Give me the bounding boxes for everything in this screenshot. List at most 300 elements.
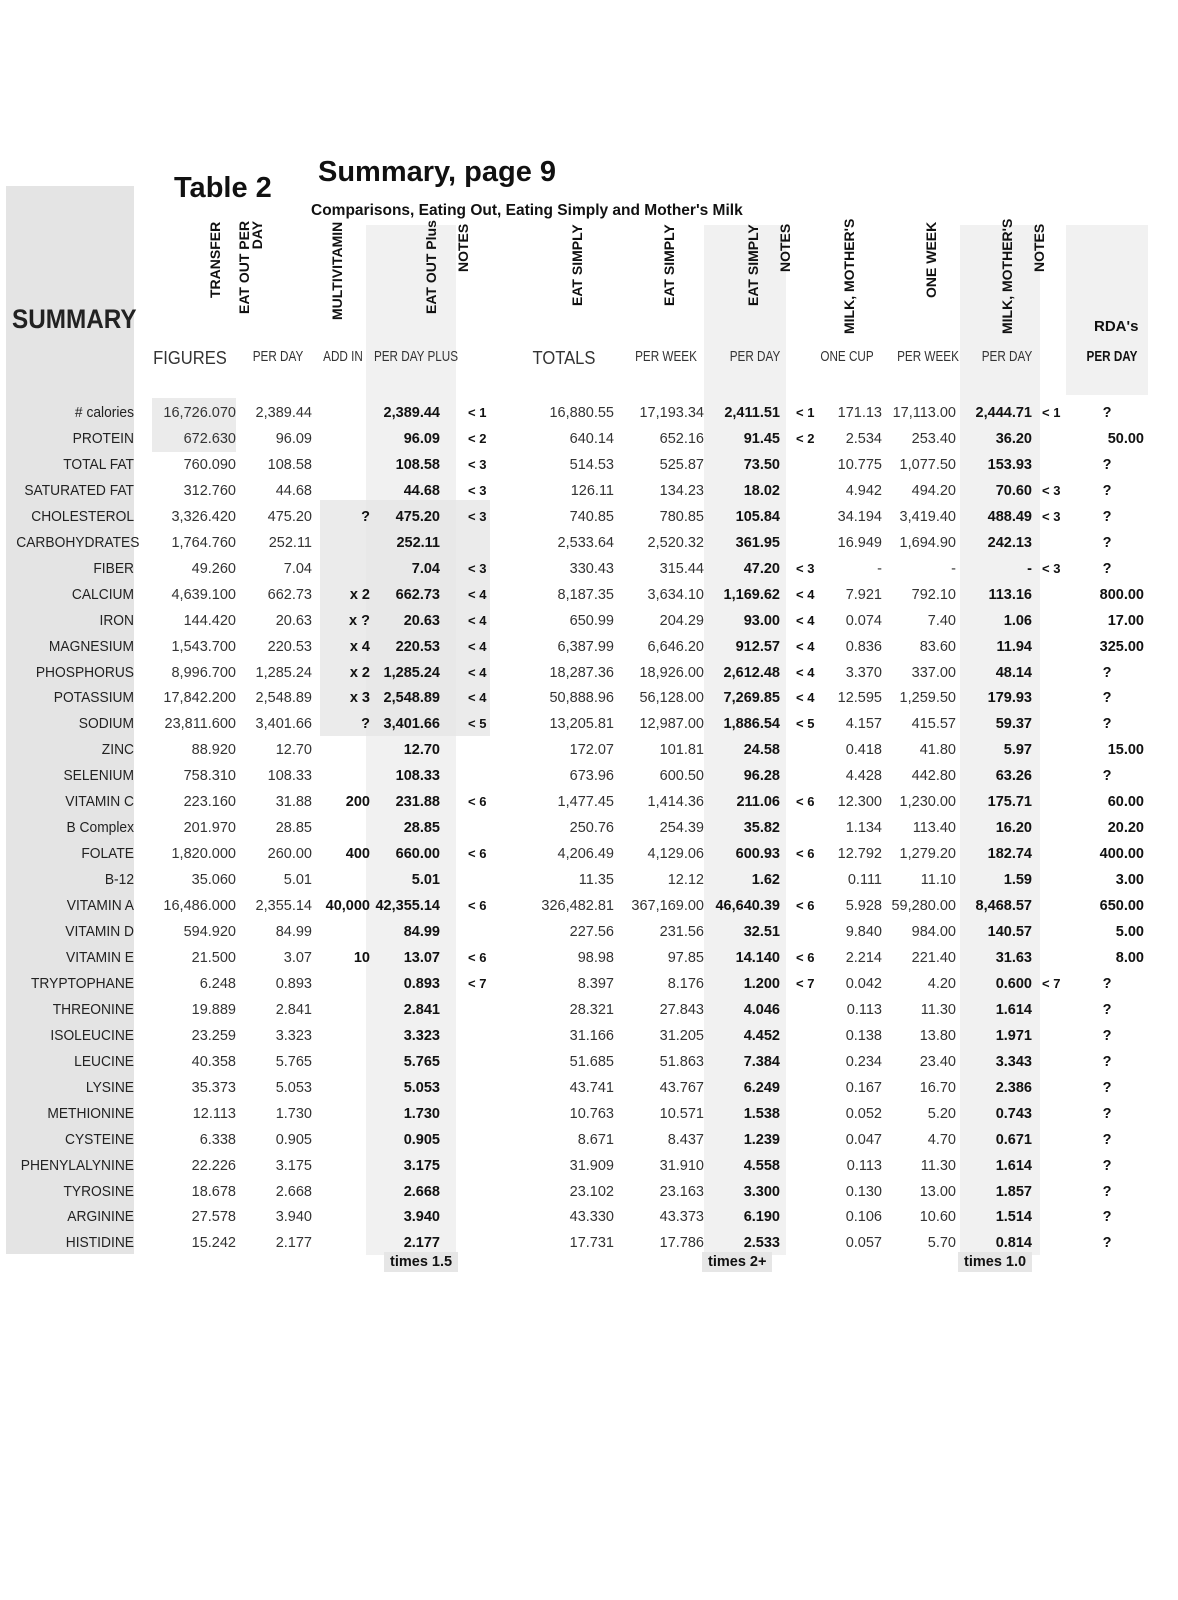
cell-add-in [318, 737, 370, 763]
cell-milk-day: 1.614 [995, 1157, 1032, 1174]
cell-simply-day: 1.538 [743, 1105, 780, 1122]
cell-totals: 43.741 [569, 1079, 614, 1096]
cell-eat-out-day: 2.177 [275, 1235, 312, 1252]
cell-note1 [468, 1230, 498, 1256]
cell-note1: < 4 [468, 638, 487, 654]
cell-note3 [1042, 634, 1072, 660]
cell-totals: 8,187.35 [557, 586, 614, 603]
cell-one-cup: 0.418 [845, 742, 882, 759]
cell-rda: 5.00 [1115, 924, 1144, 940]
cell-one-cup: 4.428 [845, 768, 882, 785]
cell-add-in [318, 997, 370, 1023]
cell-add-in [318, 815, 370, 841]
cell-transfer: 15.242 [191, 1235, 236, 1252]
cell-eat-out-day: 108.58 [267, 456, 312, 473]
cell-label: B-12 [104, 871, 134, 889]
cell-milk-day: 242.13 [987, 534, 1032, 551]
cell-one-cup: 1.134 [845, 820, 882, 837]
cell-note1: < 7 [468, 975, 487, 991]
cell-eat-out-day: 31.88 [275, 794, 312, 811]
cell-label: TOTAL FAT [63, 455, 134, 473]
cell-note3 [1042, 1230, 1072, 1256]
cell-totals: 172.07 [569, 742, 614, 759]
cell-note1 [468, 997, 498, 1023]
cell-note3 [1042, 763, 1072, 789]
cell-milk-week: 5.20 [927, 1105, 956, 1122]
cell-eat-out-day: 2,389.44 [255, 405, 312, 421]
table-row [0, 1127, 1178, 1153]
cell-one-cup: 5.928 [845, 898, 882, 915]
cell-note3 [1042, 919, 1072, 945]
cell-milk-day: 11.94 [996, 638, 1032, 655]
cell-per-day-plus: 96.09 [403, 430, 440, 447]
cell-transfer: 27.578 [191, 1209, 236, 1226]
cell-per-week: 43.373 [659, 1209, 704, 1226]
cell-one-cup: 0.167 [845, 1079, 882, 1096]
cell-per-week: 27.843 [659, 1001, 704, 1018]
cell-milk-week: 1,077.50 [899, 456, 956, 473]
cell-milk-day: 0.743 [995, 1105, 1032, 1122]
cell-label: METHIONINE [47, 1104, 134, 1122]
cell-per-day-plus: 3,401.66 [383, 716, 440, 733]
cell-label: PHOSPHORUS [35, 663, 134, 681]
cell-one-cup: 10.775 [837, 456, 882, 473]
table-row [0, 893, 1178, 919]
cell-note3 [1042, 1127, 1072, 1153]
subhead-rda-per-day: PER DAY [1086, 348, 1138, 365]
cell-milk-week: 442.80 [911, 768, 956, 785]
cell-note1: < 3 [468, 456, 487, 472]
cell-note3 [1042, 789, 1072, 815]
cell-label: FIBER [93, 559, 134, 577]
cell-add-in: ? [361, 508, 370, 525]
cell-milk-week: 3,419.40 [899, 508, 956, 525]
cell-per-week: 8.176 [667, 975, 704, 992]
table-row [0, 997, 1178, 1023]
cell-simply-day: 1.62 [751, 872, 780, 889]
cell-note1 [468, 1127, 498, 1153]
cell-per-week: 43.767 [659, 1079, 704, 1096]
cell-rda: 50.00 [1107, 430, 1144, 447]
cell-per-week: 652.16 [659, 430, 704, 447]
cell-note3 [1042, 1101, 1072, 1127]
cell-note3 [1042, 841, 1072, 867]
cell-totals: 31.909 [569, 1157, 614, 1174]
table-row [0, 1023, 1178, 1049]
cell-transfer: 22.226 [191, 1157, 236, 1174]
cell-transfer: 672.630 [183, 430, 236, 447]
cell-rda: ? [1102, 1183, 1112, 1200]
cell-add-in [318, 1127, 370, 1153]
cell-transfer: 1,543.700 [171, 638, 236, 655]
cell-transfer: 35.373 [191, 1079, 236, 1096]
cell-transfer: 16,726.070 [163, 405, 236, 421]
cell-eat-out-day: 2,355.14 [255, 898, 312, 915]
cell-eat-out-day: 3.940 [275, 1209, 312, 1226]
cell-eat-out-day: 662.73 [267, 586, 312, 603]
cell-label: CARBOHYDRATES [16, 533, 140, 551]
cell-simply-day: 6.249 [743, 1079, 780, 1096]
cell-add-in [318, 1230, 370, 1256]
cell-rda: ? [1102, 1053, 1112, 1070]
cell-totals: 126.11 [570, 482, 614, 499]
cell-milk-day: 488.49 [987, 508, 1032, 525]
cell-totals: 8.397 [577, 975, 614, 992]
subhead-one-cup: ONE CUP [820, 348, 874, 365]
cell-per-day-plus: 220.53 [395, 638, 440, 655]
cell-eat-out-day: 12.70 [275, 742, 312, 759]
cell-simply-day: 96.28 [743, 768, 780, 785]
cell-label: VITAMIN E [66, 948, 134, 966]
cell-note2: < 6 [796, 949, 815, 965]
cell-per-week: 231.56 [659, 924, 704, 940]
cell-eat-out-day: 0.893 [275, 975, 312, 992]
cell-milk-week: 253.40 [911, 430, 956, 447]
cell-rda: ? [1102, 975, 1112, 992]
cell-per-week: 4,129.06 [647, 846, 704, 863]
cell-per-day-plus: 2.668 [403, 1183, 440, 1200]
subhead-milk-per-day: PER DAY [981, 348, 1033, 365]
cell-transfer: 4,639.100 [171, 586, 236, 603]
cell-eat-out-day: 260.00 [267, 846, 312, 863]
cell-note3: < 3 [1042, 560, 1061, 576]
cell-label: LYSINE [85, 1078, 134, 1096]
factor-eat-out: times 1.5 [384, 1252, 458, 1272]
cell-one-cup: 2.534 [845, 430, 882, 447]
cell-rda: ? [1102, 560, 1112, 577]
cell-add-in: x 2 [349, 664, 370, 681]
cell-rda: ? [1102, 1157, 1112, 1174]
cell-eat-out-day: 220.53 [267, 638, 312, 655]
cell-milk-week: 1,259.50 [899, 690, 956, 707]
cell-milk-week: 494.20 [911, 482, 956, 499]
cell-totals: 4,206.49 [557, 846, 614, 863]
cell-totals: 28.321 [569, 1001, 614, 1018]
cell-simply-day: 35.82 [743, 820, 780, 837]
cell-rda: ? [1102, 508, 1112, 525]
page-subtitle: Comparisons, Eating Out, Eating Simply and Mother's Milk [311, 202, 743, 219]
cell-per-day-plus: 42,355.14 [375, 898, 440, 915]
cell-totals: 23.102 [569, 1183, 614, 1200]
cell-rda: 3.00 [1115, 872, 1144, 889]
table-row [0, 815, 1178, 841]
cell-label: SELENIUM [63, 767, 135, 785]
cell-add-in [318, 971, 370, 997]
cell-per-week: 204.29 [659, 612, 704, 629]
table-row [0, 945, 1178, 971]
cell-milk-week: 23.40 [919, 1053, 956, 1070]
cell-simply-day: 361.95 [735, 534, 780, 551]
cell-milk-week: 113.40 [912, 820, 956, 837]
cell-label: SATURATED FAT [24, 481, 135, 499]
cell-simply-day: 73.50 [743, 456, 780, 473]
cell-per-week: 525.87 [659, 456, 704, 473]
cell-milk-day: 5.97 [1003, 742, 1032, 759]
cell-per-week: 17,193.34 [639, 405, 704, 421]
cell-note2: < 5 [796, 716, 815, 732]
cell-per-week: 600.50 [659, 768, 704, 785]
cell-simply-day: 912.57 [735, 638, 780, 655]
table-row [0, 841, 1178, 867]
cell-totals: 740.85 [569, 508, 614, 525]
cell-milk-week: 11.30 [920, 1157, 956, 1174]
cell-note3 [1042, 1153, 1072, 1179]
cell-note2: < 6 [796, 846, 815, 862]
col-head-text: ONE WEEK [923, 221, 939, 298]
cell-note2: < 4 [796, 612, 815, 628]
table-row [0, 582, 1178, 608]
cell-eat-out-day: 20.63 [275, 612, 312, 629]
cell-transfer: 1,764.760 [171, 534, 236, 551]
cell-note3 [1042, 1204, 1072, 1230]
cell-milk-day: 36.20 [995, 430, 1032, 447]
cell-milk-day: 0.671 [995, 1131, 1032, 1148]
cell-label: B Complex [66, 819, 134, 837]
cell-per-day-plus: 13.07 [403, 949, 440, 966]
cell-add-in [318, 426, 370, 452]
cell-simply-day: 1,169.62 [723, 586, 780, 603]
cell-per-day-plus: 3.175 [403, 1157, 440, 1174]
cell-totals: 50,888.96 [549, 690, 614, 707]
col-head-text: TRANSFER [207, 221, 223, 298]
cell-transfer: 23.259 [191, 1027, 236, 1044]
cell-milk-day: 2,444.71 [975, 405, 1032, 421]
cell-transfer: 88.920 [191, 742, 236, 759]
cell-per-day-plus: 5.053 [403, 1079, 440, 1096]
cell-totals: 13,205.81 [549, 716, 614, 733]
cell-one-cup: 9.840 [845, 924, 882, 940]
cell-note1 [468, 1023, 498, 1049]
cell-milk-day: 0.600 [995, 975, 1032, 992]
cell-label: ISOLEUCINE [50, 1026, 134, 1044]
cell-per-day-plus: 475.20 [395, 508, 440, 525]
cell-note1: < 3 [468, 482, 487, 498]
cell-milk-day: 48.14 [995, 664, 1032, 681]
cell-per-day-plus: 5.765 [403, 1053, 440, 1070]
cell-one-cup: 0.130 [845, 1183, 882, 1200]
cell-totals: 2,533.64 [557, 534, 614, 551]
cell-add-in: ? [361, 716, 370, 733]
cell-totals: 10.763 [569, 1105, 614, 1122]
table-row [0, 530, 1178, 556]
cell-eat-out-day: 2,548.89 [255, 690, 312, 707]
col-head-text: EAT OUT PER DAY [236, 220, 265, 314]
cell-per-week: 31.205 [659, 1027, 704, 1044]
cell-per-day-plus: 231.88 [395, 794, 440, 811]
cell-note3 [1042, 815, 1072, 841]
cell-one-cup: 0.042 [845, 975, 882, 992]
cell-per-week: 780.85 [659, 508, 704, 525]
cell-label: HISTIDINE [65, 1234, 134, 1252]
cell-note1: < 4 [468, 612, 487, 628]
factor-eat-simply: times 2+ [702, 1252, 772, 1272]
cell-note2: < 6 [796, 794, 815, 810]
cell-note2: < 3 [796, 560, 815, 576]
cell-one-cup: 0.057 [845, 1235, 882, 1252]
cell-per-day-plus: 84.99 [403, 924, 440, 940]
cell-rda: 800.00 [1099, 586, 1144, 603]
cell-rda: 17.00 [1107, 612, 1144, 629]
cell-one-cup: 7.921 [845, 586, 882, 603]
table-row [0, 789, 1178, 815]
table-row [0, 556, 1178, 582]
summary-label: SUMMARY [12, 304, 137, 334]
cell-transfer: 40.358 [191, 1053, 236, 1070]
cell-eat-out-day: 0.905 [275, 1131, 312, 1148]
cell-note3 [1042, 867, 1072, 893]
cell-totals: 650.99 [569, 612, 614, 629]
cell-transfer: 49.260 [191, 560, 236, 577]
table-label: Table 2 [174, 172, 272, 204]
col-head-text: MILK, MOTHER'S [841, 218, 857, 334]
table-row [0, 1101, 1178, 1127]
subhead-simply-per-day: PER DAY [729, 348, 781, 365]
col-head-text: EAT SIMPLY [661, 224, 677, 306]
cell-label: MAGNESIUM [48, 637, 135, 655]
cell-add-in: x ? [349, 612, 370, 629]
cell-simply-day: 7.384 [743, 1053, 780, 1070]
cell-totals: 1,477.45 [557, 794, 614, 811]
cell-note1: < 4 [468, 664, 487, 680]
cell-note1: < 5 [468, 716, 487, 732]
cell-note1 [468, 1075, 498, 1101]
cell-totals: 98.98 [577, 949, 614, 966]
cell-totals: 250.76 [569, 820, 614, 837]
cell-simply-day: 46,640.39 [715, 898, 780, 915]
cell-simply-day: 14.140 [735, 949, 780, 966]
cell-simply-day: 91.45 [743, 430, 780, 447]
cell-one-cup: 4.942 [845, 482, 882, 499]
cell-transfer: 19.889 [191, 1001, 236, 1018]
cell-eat-out-day: 84.99 [275, 924, 312, 940]
cell-milk-day: 16.20 [995, 820, 1032, 837]
cell-note1 [468, 1179, 498, 1205]
page-title: Summary, page 9 [318, 156, 557, 188]
cell-transfer: 23,811.600 [164, 716, 236, 733]
cell-label: PROTEIN [72, 429, 134, 447]
cell-note3 [1042, 1023, 1072, 1049]
cell-milk-week: 11.10 [920, 872, 956, 889]
cell-label: LEUCINE [74, 1052, 134, 1070]
cell-rda: ? [1102, 1209, 1112, 1226]
table-row [0, 1153, 1178, 1179]
cell-add-in [318, 556, 370, 582]
cell-note1: < 6 [468, 898, 487, 914]
cell-totals: 51.685 [569, 1053, 614, 1070]
cell-one-cup: 2.214 [845, 949, 882, 966]
cell-note2: < 2 [796, 430, 815, 446]
cell-note2: < 4 [796, 664, 815, 680]
cell-per-week: 51.863 [659, 1053, 704, 1070]
cell-simply-day: 2,612.48 [723, 664, 780, 681]
cell-add-in [318, 867, 370, 893]
cell-milk-week: 4.20 [927, 975, 956, 992]
cell-rda: ? [1102, 1131, 1112, 1148]
rda-header: RDA's [1094, 318, 1139, 335]
cell-milk-day: 0.814 [995, 1235, 1032, 1252]
table-row [0, 504, 1178, 530]
cell-note1 [468, 763, 498, 789]
cell-per-week: 17.786 [659, 1235, 704, 1252]
cell-per-day-plus: 2,548.89 [383, 690, 440, 707]
table-row [0, 400, 1178, 426]
cell-totals: 18,287.36 [549, 664, 614, 681]
cell-milk-week: 16.70 [919, 1079, 956, 1096]
table-row [0, 478, 1178, 504]
cell-milk-day: 31.63 [995, 949, 1032, 966]
cell-simply-day: 600.93 [735, 846, 780, 863]
cell-note1 [468, 530, 498, 556]
cell-one-cup: 0.074 [845, 612, 882, 629]
cell-per-week: 97.85 [667, 949, 704, 966]
cell-milk-week: 17,113.00 [892, 405, 956, 421]
cell-eat-out-day: 2.668 [275, 1183, 312, 1200]
col-head-text: NOTES [1031, 223, 1047, 272]
cell-per-week: 315.44 [659, 560, 704, 577]
cell-per-day-plus: 3.940 [403, 1209, 440, 1226]
cell-transfer: 201.970 [183, 820, 236, 837]
subhead-figures: FIGURES [153, 348, 227, 368]
cell-label: CALCIUM [71, 585, 134, 603]
cell-per-day-plus: 28.85 [403, 820, 440, 837]
cell-transfer: 17,842.200 [163, 690, 236, 707]
cell-simply-day: 105.84 [735, 508, 780, 525]
cell-milk-day: 70.60 [995, 482, 1032, 499]
table-row [0, 971, 1178, 997]
cell-rda: 325.00 [1099, 638, 1144, 655]
cell-rda: ? [1102, 1027, 1112, 1044]
cell-simply-day: 211.06 [736, 794, 780, 811]
cell-add-in [318, 530, 370, 556]
col-head-text: MILK, MOTHER'S [999, 218, 1015, 334]
col-head-text: EAT SIMPLY [569, 224, 585, 306]
cell-note3 [1042, 997, 1072, 1023]
cell-transfer: 21.500 [191, 949, 236, 966]
cell-milk-week: 1,230.00 [899, 794, 956, 811]
factor-milk: times 1.0 [958, 1252, 1032, 1272]
cell-note3 [1042, 685, 1072, 711]
cell-totals: 326,482.81 [541, 898, 614, 915]
subhead-milk-per-week: PER WEEK [897, 348, 959, 365]
cell-note1: < 6 [468, 949, 487, 965]
cell-transfer: 1,820.000 [171, 846, 236, 863]
cell-note3 [1042, 452, 1072, 478]
cell-milk-week: 4.70 [927, 1131, 956, 1148]
cell-per-week: 12.12 [667, 872, 704, 889]
cell-one-cup: 0.234 [845, 1053, 882, 1070]
cell-note3: < 7 [1042, 975, 1061, 991]
cell-eat-out-day: 3.07 [283, 949, 312, 966]
cell-per-week: 1,414.36 [647, 794, 704, 811]
cell-simply-day: 4.046 [743, 1001, 780, 1018]
cell-milk-day: 140.57 [987, 924, 1032, 940]
cell-one-cup: - [877, 560, 882, 577]
cell-per-day-plus: 108.33 [395, 768, 440, 785]
cell-one-cup: 12.300 [837, 794, 882, 811]
cell-one-cup: 12.595 [837, 690, 882, 707]
col-head-text: NOTES [455, 223, 471, 272]
cell-milk-week: - [951, 560, 956, 577]
table-row [0, 1075, 1178, 1101]
cell-totals: 6,387.99 [557, 638, 614, 655]
cell-add-in: 400 [345, 846, 370, 863]
cell-one-cup: 0.047 [845, 1131, 882, 1148]
subhead-add-in: ADD IN [323, 348, 363, 365]
cell-milk-week: 83.60 [919, 638, 956, 655]
cell-transfer: 6.338 [199, 1131, 236, 1148]
table-row [0, 919, 1178, 945]
cell-simply-day: 1.200 [743, 975, 780, 992]
